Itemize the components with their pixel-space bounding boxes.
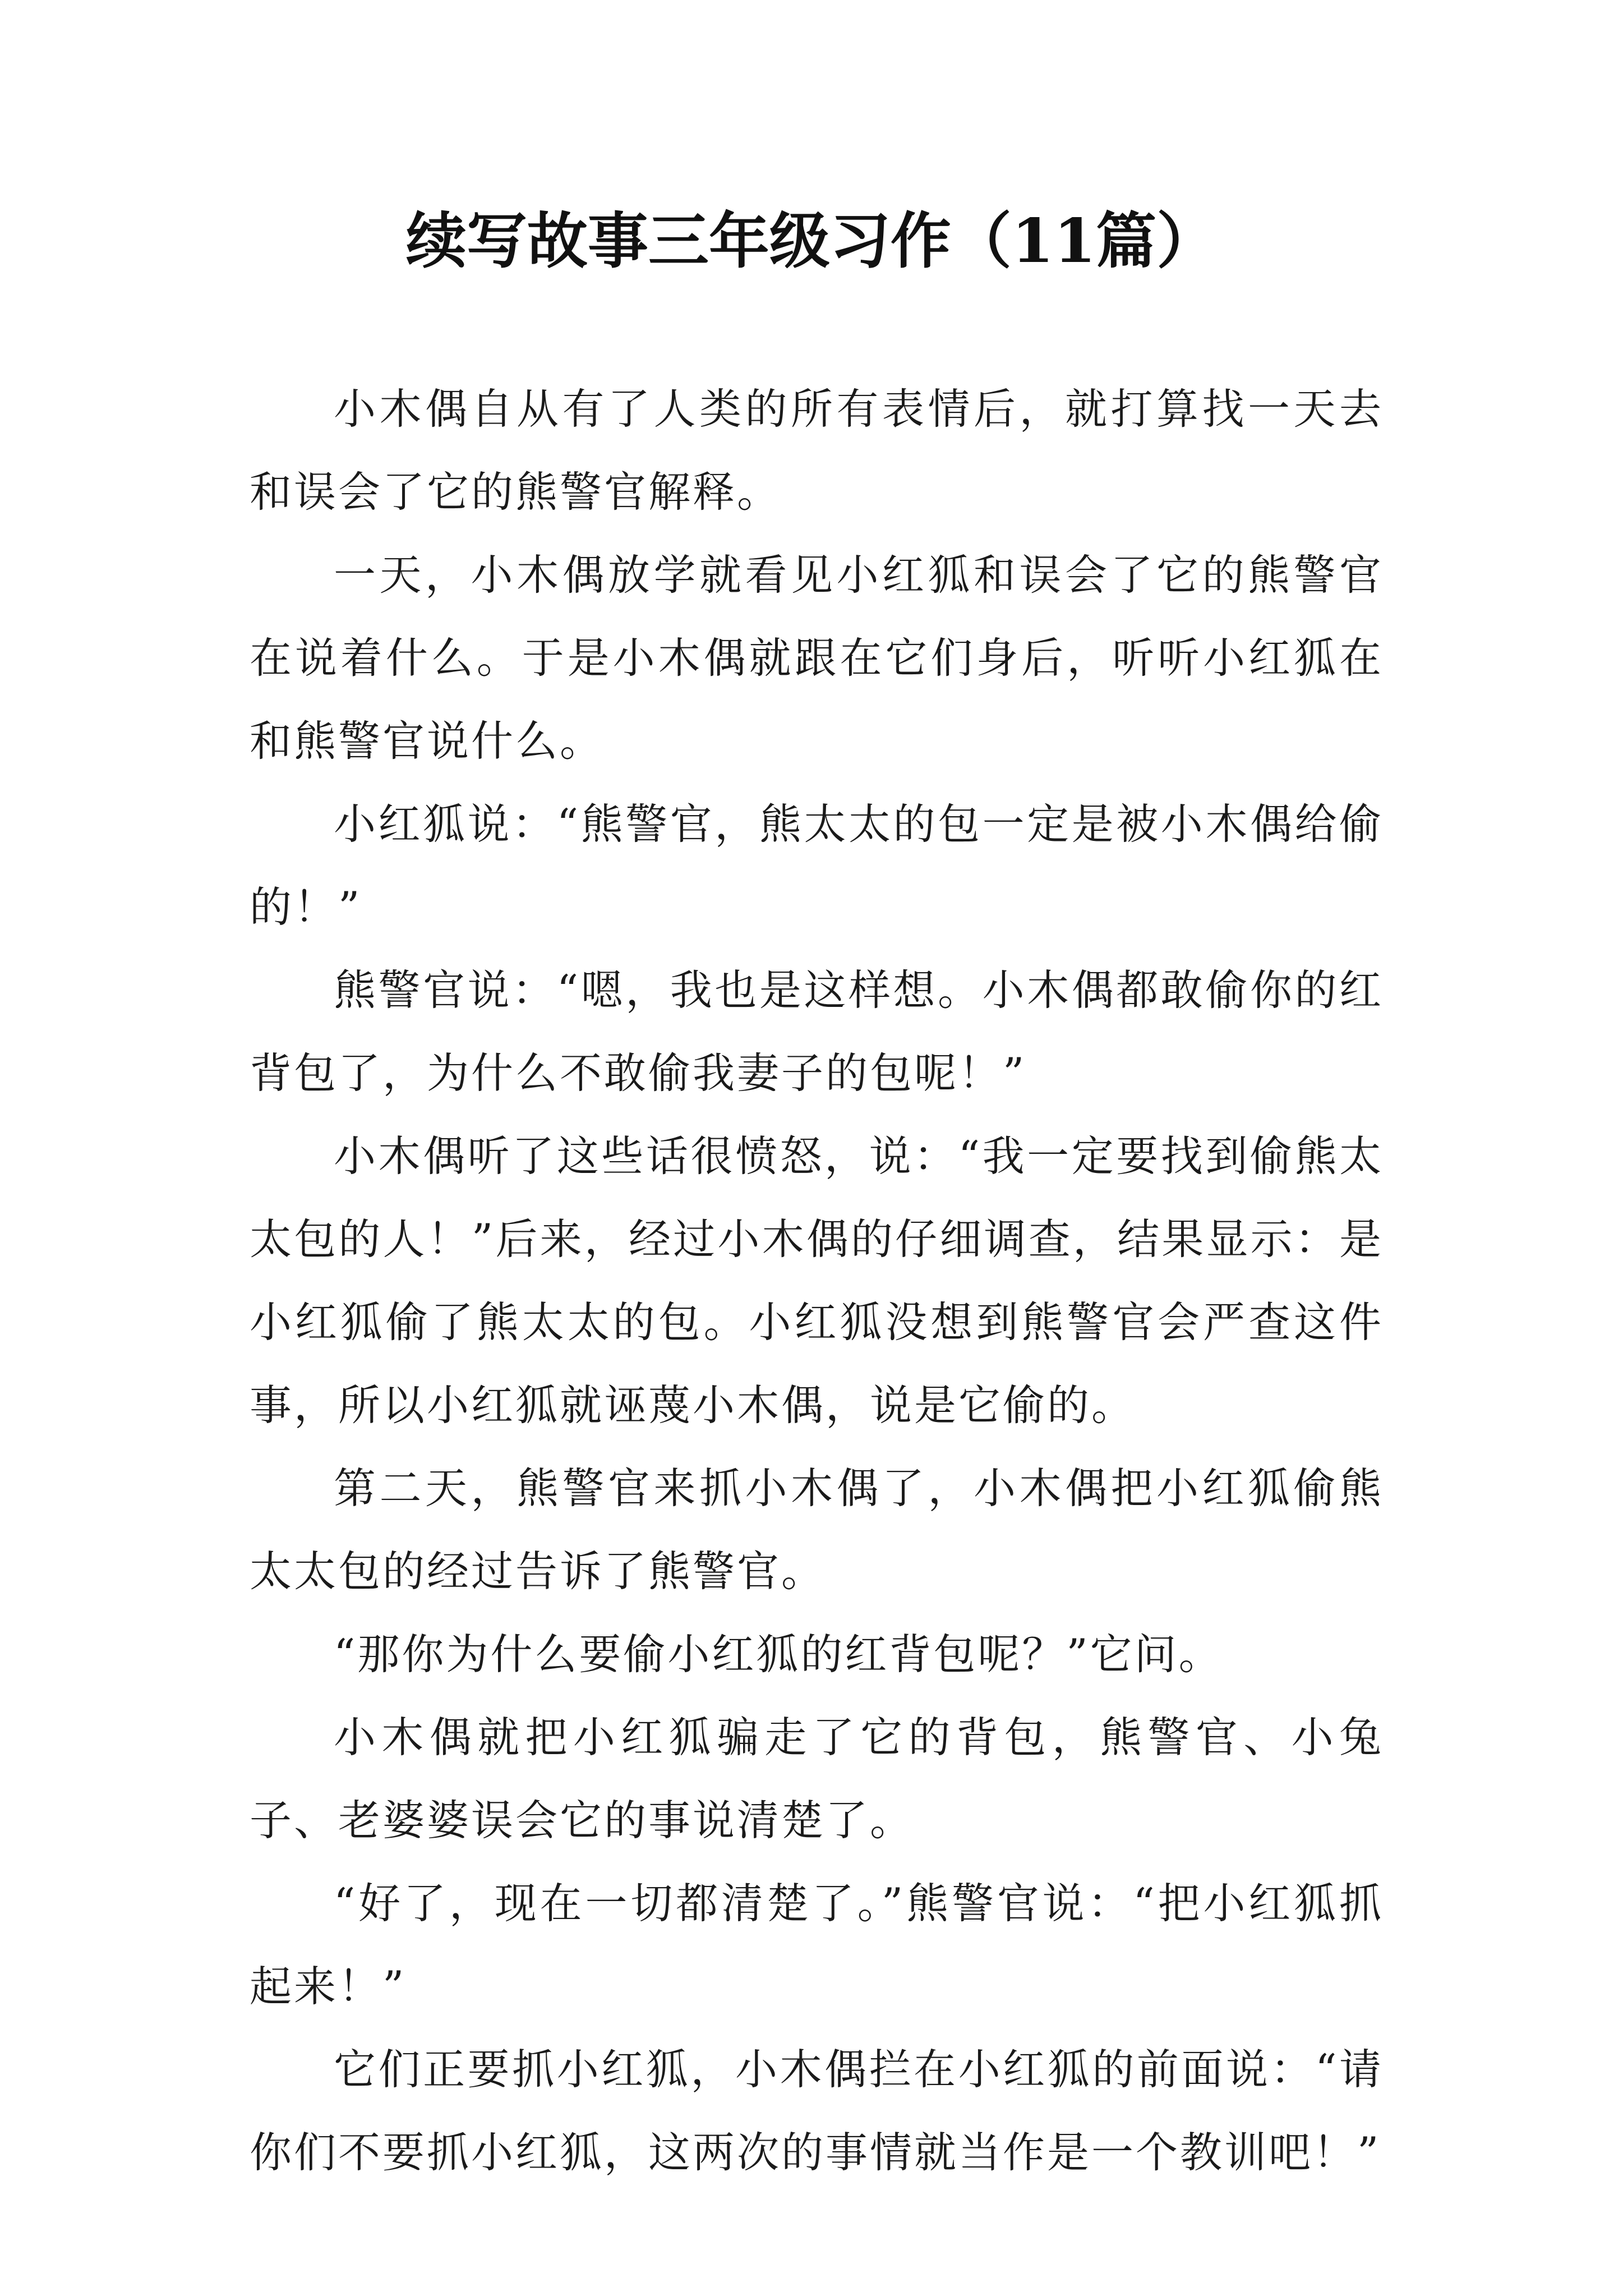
paragraph: 它们正要抓小红狐，小木偶拦在小红狐的前面说：“请你们不要抓小红狐，这两次的事情就当作是一个教训吧！” [250, 2045, 1384, 2177]
paragraph: 熊警官说：“嗯，我也是这样想。小木偶都敢偷你的红背包了，为什么不敢偷我妻子的包呢！” [250, 965, 1384, 1098]
paragraph: 小木偶就把小红狐骗走了它的背包，熊警官、小兔子、老婆婆误会它的事说清楚了。 [250, 1713, 1384, 1845]
paragraph: 小木偶自从有了人类的所有表情后，就打算找一天去和误会了它的熊警官解释。 [250, 384, 1384, 517]
paragraph: 小红狐说：“熊警官，熊太太的包一定是被小木偶给偷的！” [250, 799, 1384, 932]
paragraph: “那你为什么要偷小红狐的红背包呢？”它问。 [334, 1630, 1223, 1679]
document-title: 续写故事三年级习作（11篇） [405, 206, 1218, 277]
paragraph: 一天，小木偶放学就看见小红狐和误会了它的熊警官在说着什么。于是小木偶就跟在它们身后，听听小红狐在和熊警官说什么。 [250, 550, 1384, 766]
paragraph: “好了，现在一切都清楚了。”熊警官说：“把小红狐抓起来！” [250, 1879, 1384, 2011]
paragraph: 小木偶听了这些话很愤怒，说：“我一定要找到偷熊太太包的人！”后来，经过小木偶的仔细调查，结果显示：是小红狐偷了熊太太的包。小红狐没想到熊警官会严查这件事，所以小红狐就诬蔑小木偶，说是它偷的。 [250, 1131, 1384, 1430]
document-body [250, 367, 1384, 2194]
paragraph: 第二天，熊警官来抓小木偶了，小木偶把小红狐偷熊太太包的经过告诉了熊警官。 [250, 1464, 1384, 1596]
